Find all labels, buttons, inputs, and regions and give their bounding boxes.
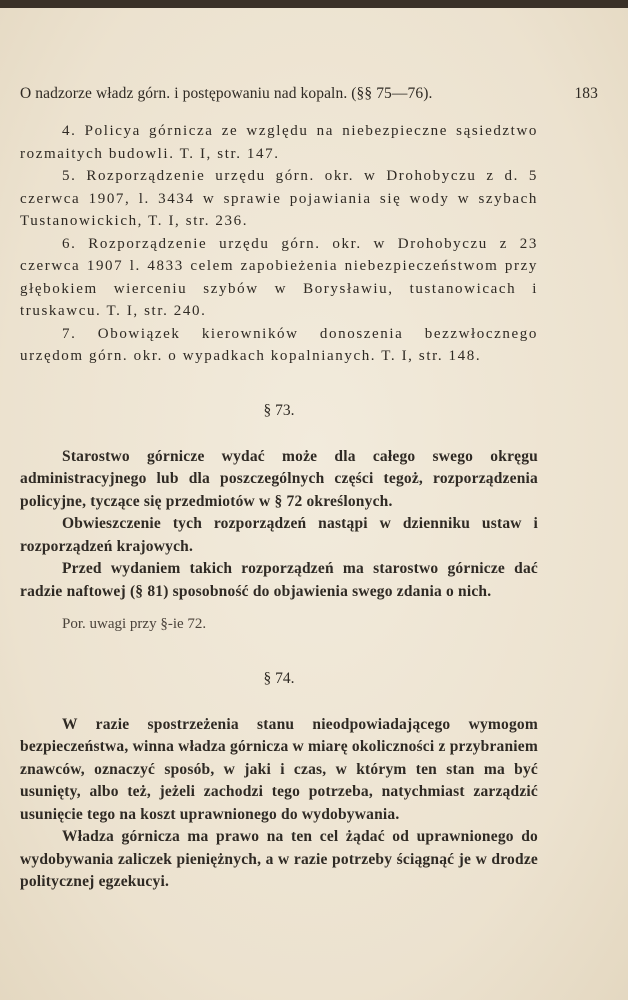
running-head <box>20 85 598 103</box>
reference-item-5-text: 5. Rozporządzenie urzędu górn. okr. w Drohobyczu z d. 5 czerwca 1907, l. 3434 w sprawie pojawiania się wody w szybach Tustanowickich, T. I, str. 236. <box>20 168 538 229</box>
reference-list <box>20 120 538 368</box>
reference-item-5 <box>20 165 538 233</box>
page-content <box>20 120 538 894</box>
section-73-paragraph-2: Obwieszczenie tych rozporządzeń nastąpi w dzienniku ustaw i rozporządzeń krajowych. <box>20 515 538 555</box>
section-74-heading: § 74. <box>263 669 295 687</box>
reference-item-4-text: 4. Policya górnicza ze względu na niebezpieczne sąsiedztwo rozmaitych budowli. T. I, str. 147. <box>20 123 538 162</box>
section-73-paragraph-3: Przed wydaniem takich rozporządzeń ma starostwo górnicze dać radzie naftowej (§ 81) sposobność do objawienia swego zdania o nich. <box>20 560 538 600</box>
reference-item-4 <box>20 120 538 165</box>
section-73-note: Por. uwagi przy §-ie 72. <box>62 616 207 632</box>
reference-item-6-text: 6. Rozporządzenie urzędu górn. okr. w Drohobyczu z 23 czerwca 1907 l. 4833 celem zapobieżenia niebezpieczeństwom przy głębokiem wierceniu szybów w Borysławiu, tustanowicach i truskawcu. T. I, str. 240. <box>20 235 538 319</box>
section-73-paragraph-1: Starostwo górnicze wydać może dla całego swego okręgu administracyjnego lub dla poszczególnych części tegoż, rozporządzenia policyjne, tyczące się przedmiotów w § 72 określonych. <box>20 447 538 510</box>
section-74-paragraph-1: W razie spostrzeżenia stanu nieodpowiadającego wymogom bezpieczeństwa, winna władza górnicza w miarę okoliczności z przybraniem znawców, oznaczyć sposób, w jaki i czas, w którym ten stan ma być usunięty, albo też, jeżeli zachodzi tego potrzeba, natychmiast zarządzić usunięcie tego na koszt uprawnionego do wydobywania. <box>20 715 538 823</box>
section-73-heading: § 73. <box>263 401 295 419</box>
page-number: 183 <box>574 85 598 102</box>
section-74-paragraph-2: Władza górnicza ma prawo na ten cel żądać od uprawnionego do wydobywania zaliczek pieniężnych, a w razie potrzeby ściągnąć je w drodze politycznej egzekucyi. <box>20 828 538 890</box>
reference-item-7 <box>20 323 538 368</box>
running-head-title: O nadzorze władz górn. i postępowaniu nad kopaln. (§§ 75—76). <box>20 85 433 102</box>
section-73-body <box>20 446 538 636</box>
reference-item-7-text: 7. Obowiązek kierowników donoszenia bezzwłocznego urzędom górn. okr. o wypadkach kopalnianych. T. I, str. 148. <box>20 325 538 364</box>
reference-item-6 <box>20 233 538 323</box>
section-74-body <box>20 714 538 894</box>
page-top-edge <box>0 0 628 8</box>
